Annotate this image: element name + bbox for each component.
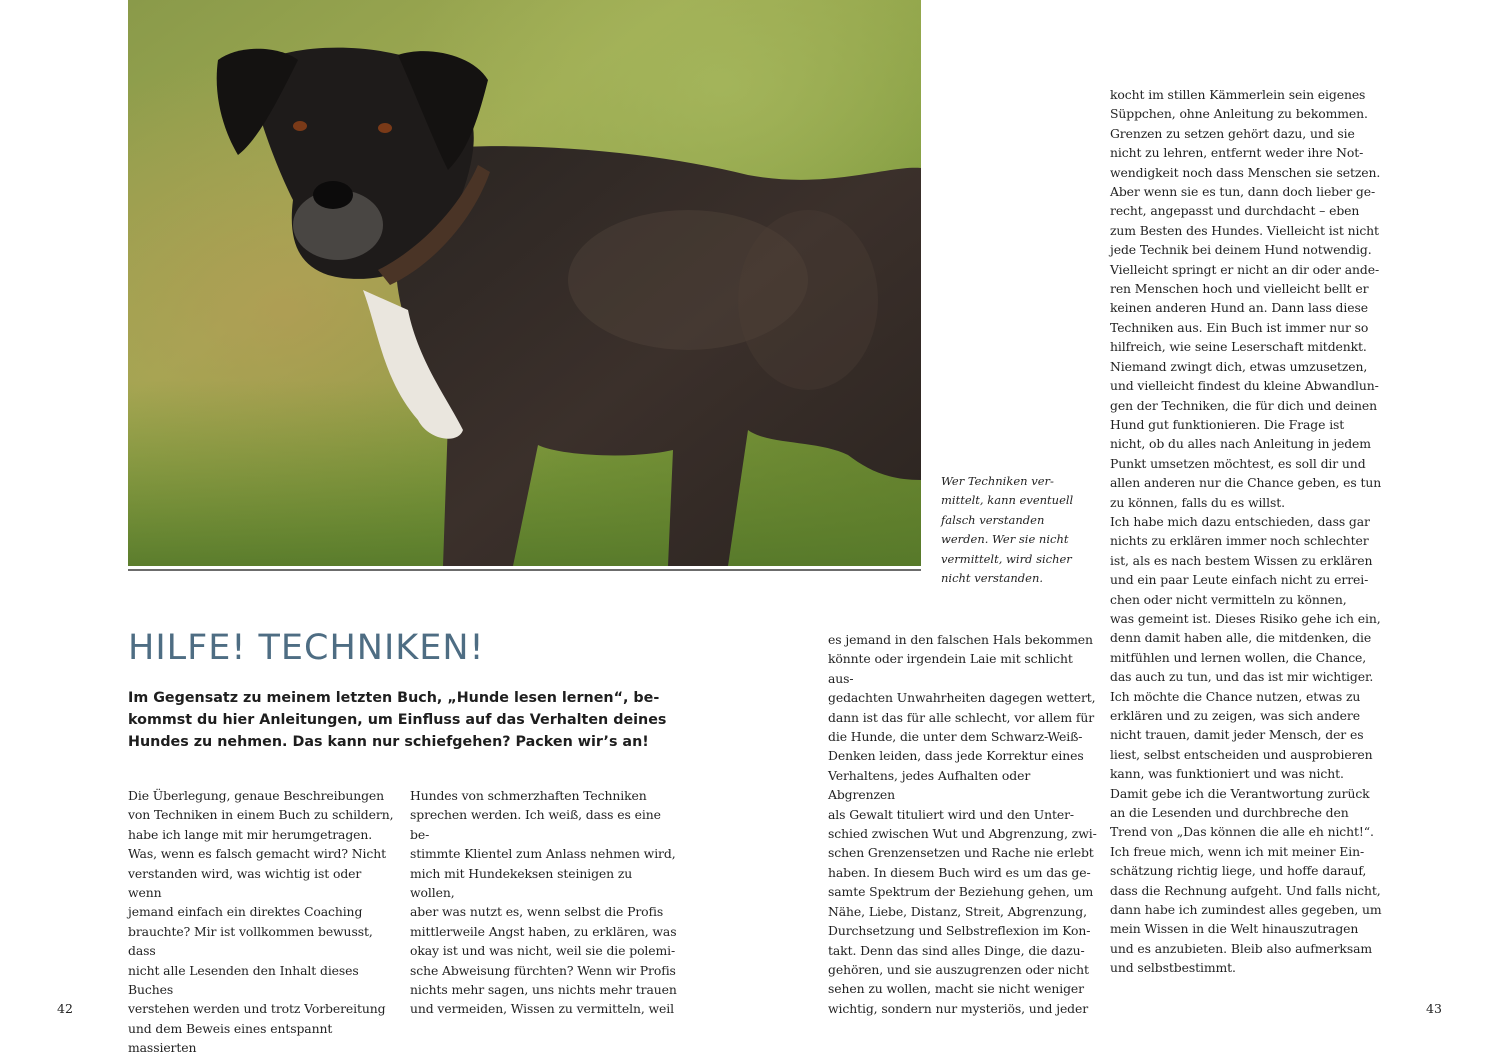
photo-rule xyxy=(128,569,921,571)
dog-photo-icon xyxy=(128,0,921,566)
photo-caption: Wer Techniken ver- mittelt, kann eventuell falsch verstanden werden. Wer sie nicht vermittelt, wird sicher nicht verstanden. xyxy=(941,474,1074,586)
page-number-right: 43 xyxy=(1426,1001,1442,1016)
page-title: HILFE! TECHNIKEN! xyxy=(128,628,485,668)
text-column-2: Hundes von schmerzhaften Techniken sprechen werden. Ich weiß, dass es eine be- stimmte Klientel zum Anlass nehmen wird, mich mit Hundekeksen steinigen zu wollen, aber was nutzt es, wenn selbst die Profis mittlerweile Angst haben, zu erklären, was okay ist und was nicht, weil sie die polemi- sche Abweisung fürchten? Wenn wir Profis nichts mehr sagen, uns nichts mehr trauen und vermeiden, Wissen zu vermitteln, weil xyxy=(410,788,677,1017)
dog-photo xyxy=(128,0,921,566)
text-column-4: kocht im stillen Kämmerlein sein eigenes Süppchen, ohne Anleitung zu bekommen. Grenzen zu setzen gehört dazu, und sie nicht zu lehren, entfernt weder ihre Not- wendigkeit noch dass Menschen sie setzen. Aber wenn sie es tun, dann doch lieber ge- recht, angepasst und durchdacht – eben zum Besten des Hundes. Vielleicht ist nicht jede Technik bei deinem Hund notwendig. Vielleicht springt er nicht an dir oder ande- ren Menschen hoch und vielleicht bellt er keinen anderen Hund an. Dann lass diese Techniken aus. Ein Buch ist immer nur so hilfreich, wie seine Leserschaft mitdenkt. Niemand zwingt dich, etwas umzusetzen, und vielleicht findest du kleine Abwandlun- gen der Techniken, die für dich und deinen Hund gut funktionieren. Die Frage ist nicht, ob du alles nach Anleitung in jedem Punkt umsetzen möchtest, es soll dir und allen anderen nur die Chance geben, es tun zu können, falls du es willst. Ich habe mich dazu entschieden, dass gar nichts zu erklären immer noch schlechter ist, als es nach bestem Wissen zu erklären und ein paar Leute einfach nicht zu errei- chen oder nicht vermitteln zu können, was gemeint ist. Dieses Risiko gehe ich ein, denn damit haben alle, die mitdenken, die mitfühlen und lernen wollen, die Chance, das auch zu tun, und das ist mir wichtiger. Ich möchte die Chance nutzen, etwas zu erklären und zu zeigen, was sich andere nicht trauen, damit jeder Mensch, der es liest, selbst entscheiden und ausprobieren kann, was funktioniert und was nicht. Damit gebe ich die Verantwortung zurück an die Lesenden und durchbreche den Trend von „Das können die alle eh nicht!“. Ich freue mich, wenn ich mit meiner Ein- schätzung richtig liege, und hoffe darauf, dass die Rechnung aufgeht. Und falls nicht, dann habe ich zumindest alles gegeben, um mein Wissen in die Welt hinauszutragen und es anzubieten. Bleib also aufmerksam und selbstbestimmt. xyxy=(1110,87,1382,976)
page-number-left: 42 xyxy=(57,1001,73,1016)
lead-paragraph: Im Gegensatz zu meinem letzten Buch, „Hunde lesen lernen“, be- kommst du hier Anleitungen, um Einfluss auf das Verhalten deines Hundes zu nehmen. Das kann nur schiefgehen? Packen wir’s an! xyxy=(128,690,667,750)
text-column-1: Die Überlegung, genaue Beschreibungen von Techniken in einem Buch zu schildern, habe ich lange mit mir herumgetragen. Was, wenn es falsch gemacht wird? Nicht verstanden wird, was wichtig ist oder wenn jemand einfach ein direktes Coaching brauchte? Mir ist vollkommen bewusst, dass nicht alle Lesenden den Inhalt dieses Buches verstehen werden und trotz Vorbereitung und dem Beweis eines entspannt massierten xyxy=(128,788,394,1056)
text-column-3: es jemand in den falschen Hals bekommen könnte oder irgendein Laie mit schlicht aus- gedachten Unwahrheiten dagegen wettert, dann ist das für alle schlecht, vor allem für die Hunde, die unter dem Schwarz-Weiß- Denken leiden, dass jede Korrektur eines Verhaltens, jedes Aufhalten oder Abgrenzen als Gewalt tituliert wird und den Unter- schied zwischen Wut und Abgrenzung, zwi- schen Grenzensetzen und Rache nie erlebt haben. In diesem Buch wird es um das ge- samte Spektrum der Beziehung gehen, um Nähe, Liebe, Distanz, Streit, Abgrenzung, Durchsetzung und Selbstreflexion im Kon- takt. Denn das sind alles Dinge, die dazu- gehören, und sie auszugrenzen oder nicht sehen zu wollen, macht sie nicht weniger wichtig, sondern nur mysteriös, und jeder xyxy=(828,632,1097,1016)
